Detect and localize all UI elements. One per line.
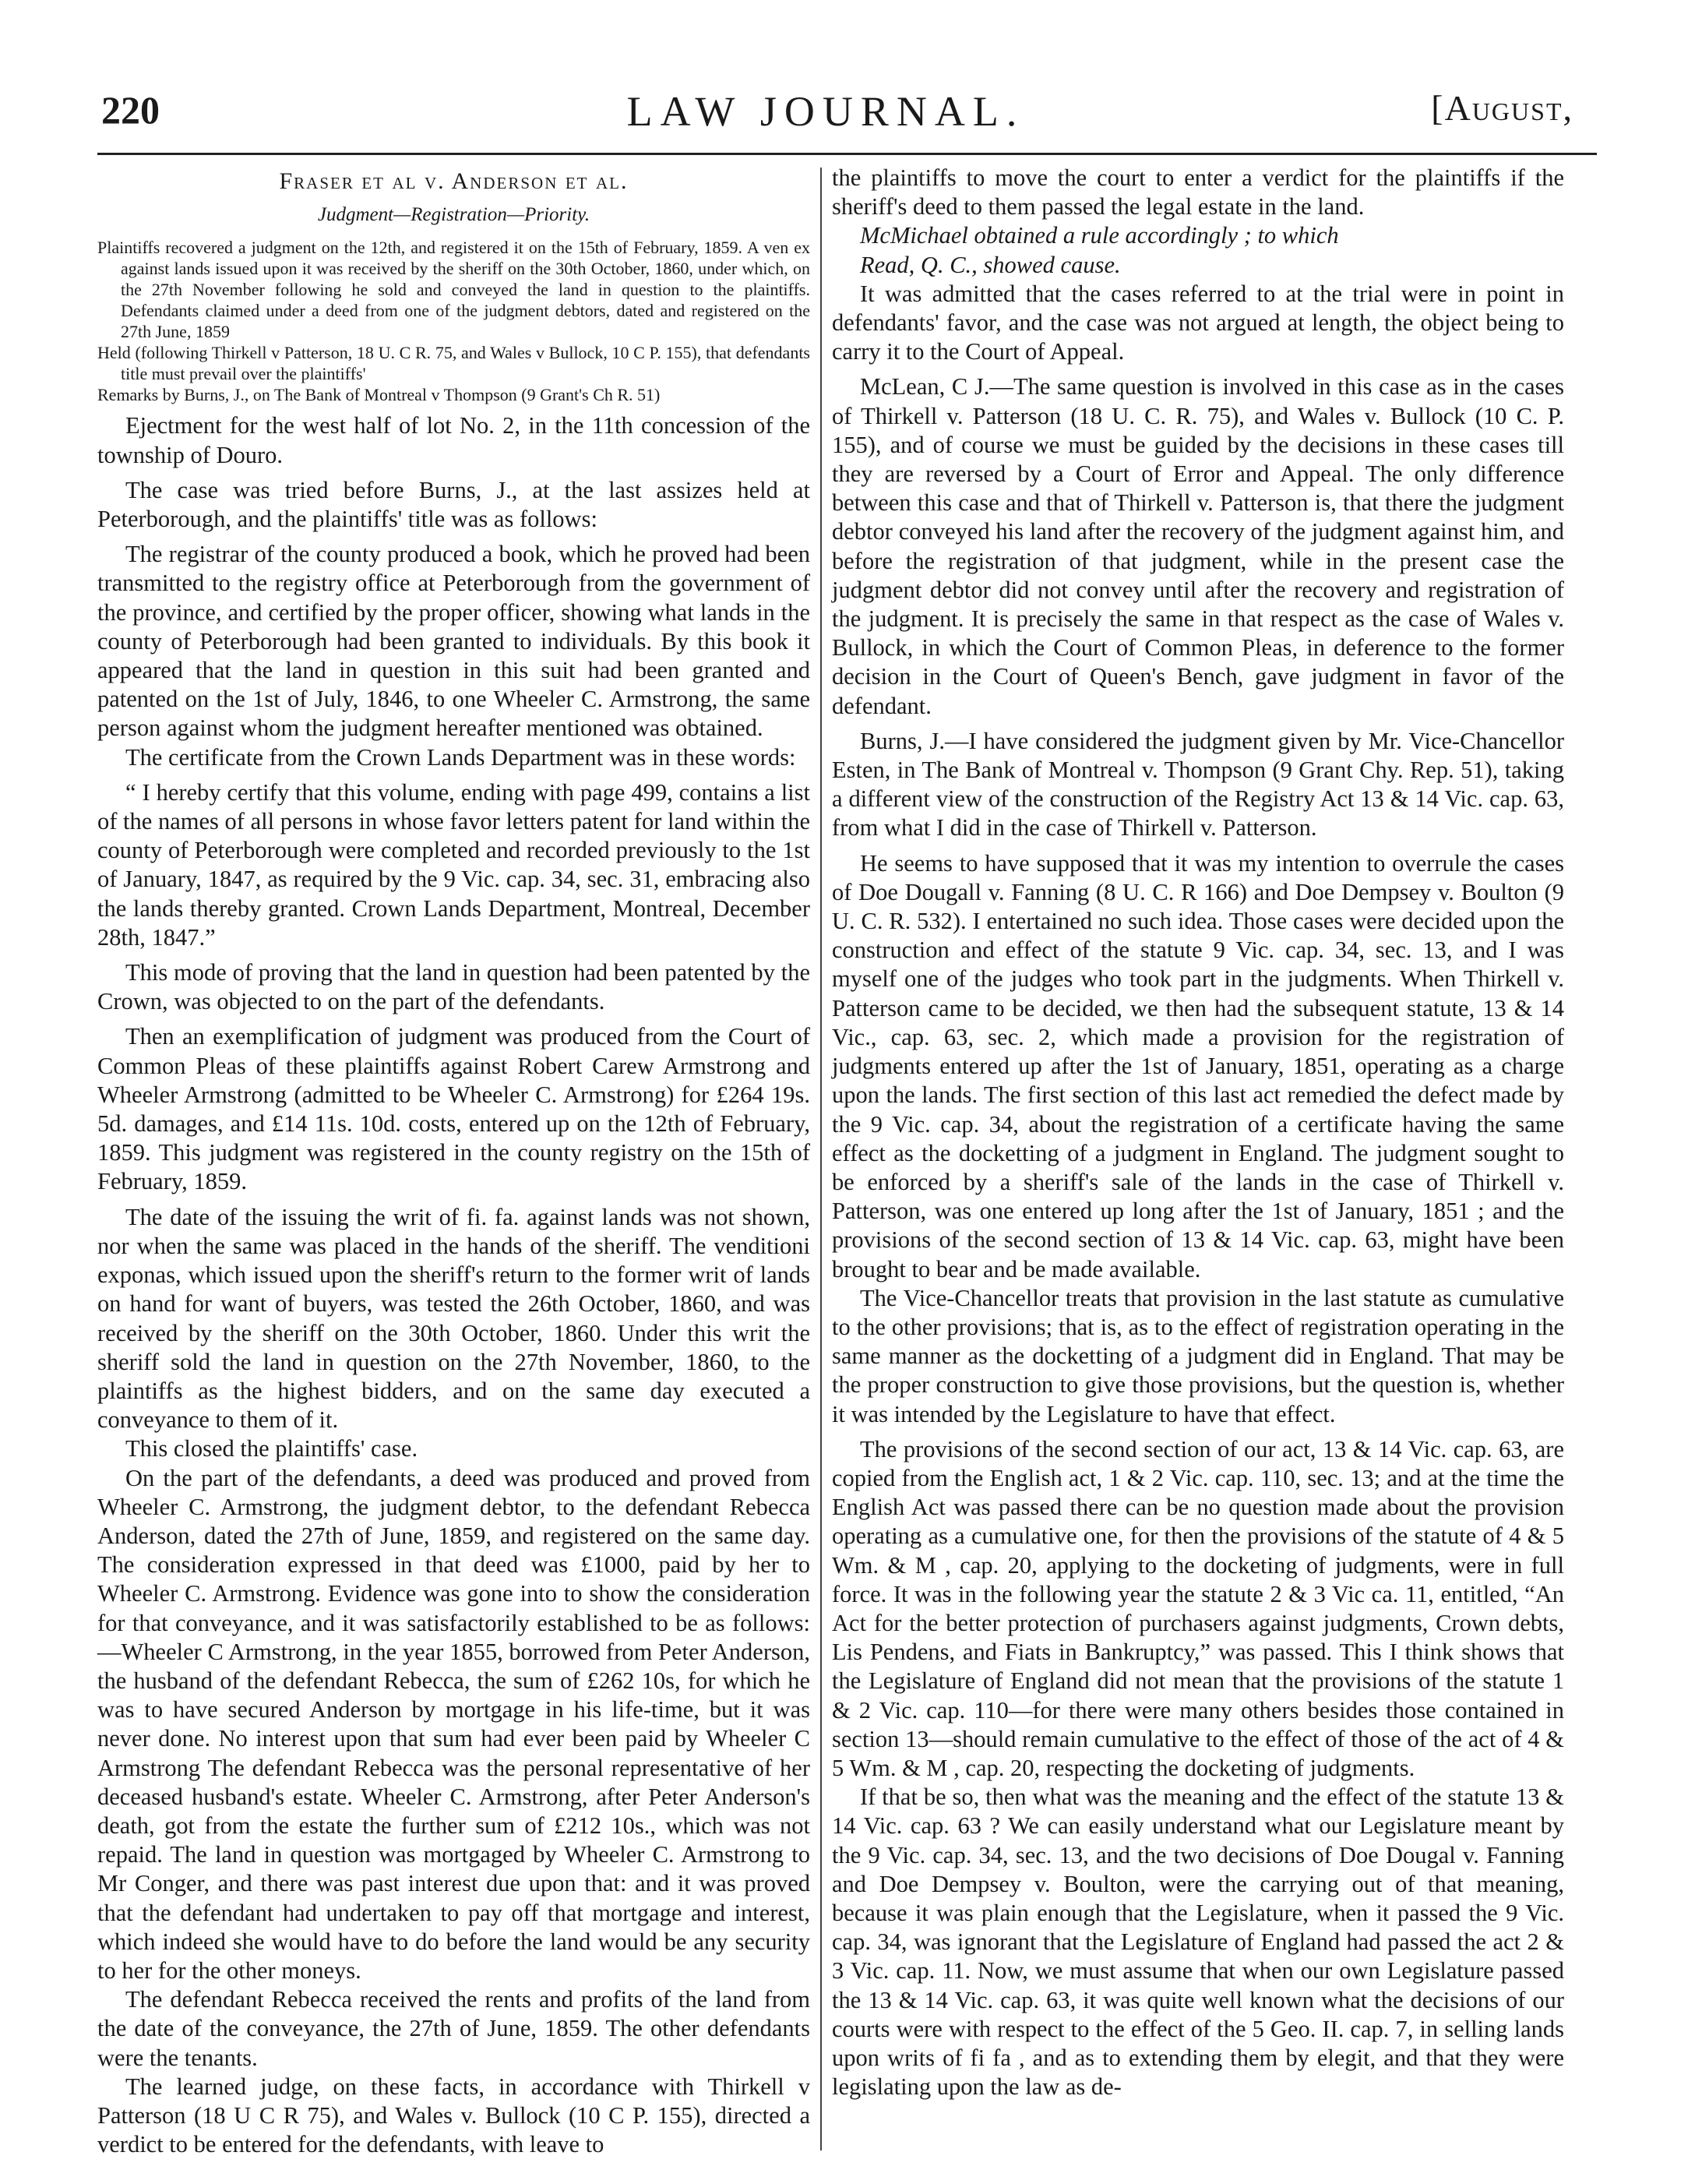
judgment-burns: Burns, J.—I have considered the judgment given by Mr. Vice-Chancellor Esten, in The Bank of Montreal v. Thompson (9 Grant Chy. Rep. 51), taking a different view of the construction of the Registry Act 13 & 14 Vic. cap. 63, from what I did in the case of Thirkell v. Patterson. (832, 727, 1564, 841)
paragraph: It was admitted that the cases referred to at the trial were in point in defendants' favor, and the case was not argued at length, the object being to carry it to the Court of Appeal. (832, 280, 1564, 365)
paragraph: He seems to have supposed that it was my intention to overrule the cases of Doe Dougall v. Fanning (8 U. C. R 166) and Doe Dempsey v. Boulton (9 U. C. R. 532). I entertained no such idea. Those cases were decided upon the construction and effect of the statute 9 Vic. cap. 34, sec. 13, and I was myself one of the judges who took part in the judgments. When Thirkell v. Patterson came to be decided, we then had the subsequent statute, 13 & 14 Vic., cap. 63, sec. 2, which made a provision for the registration of judgments entered up after the 1st of January, 1851, operating as a charge upon the lands. The first section of this last act remedied the defect made by the 9 Vic. cap. 34, about the registration of a certificate having the same effect as the docketting of a judgment in England. The judgment sought to be enforced by a sheriff's sale of the lands in the case of Thirkell v. Patterson, was one entered up long after the 1st of January, 1851 ; and the provisions of the second section of 13 & 14 Vic. cap. 63, might have been brought to bear and be made available. (832, 849, 1564, 1283)
judgment-mclean: McLean, C J.—The same question is involved in this case as in the cases of Thirkell v. Patterson (18 U. C. R. 75), and Wales v. Bullock (10 C. P. 155), and of course we must be guided by the decisions in these cases till they are reversed by a Court of Error and Appeal. The only difference between this case and that of Thirkell v. Patterson is, that there the judgment debtor conveyed his land after the recovery of the judgment against him, and before the registration of that judgment, while in the present case the judgment debtor did not convey until after the recovery and registration of the judgment. It is precisely the same in that respect as the case of Wales v. Bullock, in which the Court of Common Pleas, in deference to the former decision in the Court of Queen's Bench, gave judgment in favor of the defendant. (832, 373, 1564, 719)
case-subtitle: Judgment—Registration—Priority. (317, 204, 590, 226)
column-divider (820, 168, 822, 2150)
quoted-certificate: “ I hereby certify that this volume, ending with page 499, contains a list of the names of all persons in whose favor letters patent for land within the county of Peterborough were completed and recorded previously to the 1st of January, 1847, as required by the 9 Vic. cap. 34, sec. 31, embracing also the lands thereby granted. Crown Lands Department, Montreal, December 28th, 1847.” (97, 778, 810, 951)
headnote-facts: Plaintiffs recovered a judgment on the 12th, and registered it on the 15th of February, 1859. A ven ex against lands issued upon it was received by the sheriff on the 30th October, 1860, under which, on the 27th November following he sold and conveyed the land in question to the plaintiffs. Defendants claimed under a deed from one of the judgment debtors, dated and registered on the 27th June, 1859 (97, 238, 810, 342)
paragraph: This closed the plaintiffs' case. (125, 1435, 418, 1462)
paragraph: On the part of the defendants, a deed was produced and proved from Wheeler C. Armstrong, the judgment debtor, to the defendant Rebecca Anderson, dated the 27th of June, 1859, and registered on the same day. The consideration expressed in that deed was £1000, paid by her to Wheeler C. Armstrong. Evidence was gone into to show the consideration for that conveyance, and it was satisfactorily established to be as follows:—Wheeler C Armstrong, in the year 1855, borrowed from Peter Anderson, the husband of the defendant Rebecca, the sum of £262 10s, for which he was to have secured Anderson by mortgage in his life-time, but it was never done. No interest upon that sum had ever been paid by Wheeler C Armstrong The defendant Rebecca was the personal representative of her deceased husband's estate. Wheeler C. Armstrong, after Peter Anderson's death, got from the estate the further sum of £212 10s., which was not repaid. The land in question was mortgaged by Wheeler C. Armstrong to Mr Conger, and there was past interest due upon that: and it was proved that the defendant had undertaken to pay off that mortgage and interest, which indeed she would have to do before the land would be any security to her for the other moneys. (97, 1464, 810, 1984)
headnote-remarks: Remarks by Burns, J., on The Bank of Montreal v Thompson (9 Grant's Ch R. 51) (97, 385, 661, 405)
page-header (78, 87, 1573, 150)
paragraph: The learned judge, on these facts, in accordance with Thirkell v Patterson (18 U C R 75), and Wales v. Bullock (10 C P. 155), directed a verdict to be entered for the defendants, with leave to (97, 2073, 810, 2158)
paragraph: The Vice-Chancellor treats that provision in the last statute as cumulative to the other provisions; that is, as to the effect of registration operating in the same manner as the docketting of a judgment did in England. That may be the proper construction to give those provisions, but the question is, whether it was intended by the Legislature to have that effect. (832, 1284, 1564, 1427)
paragraph: This mode of proving that the land in question had been patented by the Crown, was objected to on the part of the defendants. (97, 959, 810, 1015)
paragraph: If that be so, then what was the meaning and the effect of the statute 13 & 14 Vic. cap. 63 ? We can easily understand what our Legislature meant by the 9 Vic. cap. 34, sec. 13, and the two decisions of Doe Dougal v. Fanning and Doe Dempsey v. Boulton, were the carrying out of that meaning, because it was plain enough that the Legislature, when it passed the 9 Vic. cap. 34, was ignorant that the Legislature of England had passed the act 2 & 3 Vic. cap. 11. Now, we must assume that when our own Legislature passed the 13 & 14 Vic. cap. 63, it was quite well known what the decisions of our courts were with respect to the effect of the 5 Geo. II. cap. 7, in selling lands upon writs of fi fa , and as to extending them by elegit, and that they were legislating upon the law as de- (832, 1784, 1564, 2101)
case-title: Fraser et al v. Anderson et al. (279, 168, 629, 194)
paragraph: The date of the issuing the writ of fi. fa. against lands was not shown, nor when the same was placed in the hands of the sheriff. The venditioni exponas, which issued upon the sheriff's return to the former writ of lands on hand for want of buyers, was tested the 26th October, 1860, and was received by the sheriff on the 30th October, 1860. Under this writ the sheriff sold the land in question on the 27th November, 1860, to the plaintiffs as the highest bidders, and on the same day executed a conveyance to them of it. (97, 1203, 810, 1434)
paragraph: The registrar of the county produced a book, which he proved had been transmitted to the registry office at Peterborough from the government of the province, and certified by the proper officer, showing what lands in the county of Peterborough had been granted to individuals. By this book it appeared that the land in question in this suit had been granted and patented on the 1st of July, 1846, to one Wheeler C. Armstrong, the same person against whom the judgment hereafter mentioned was obtained. (97, 541, 810, 742)
paragraph: Then an exemplification of judgment was produced from the Court of Common Pleas of these plaintiffs against Robert Carew Armstrong and Wheeler Armstrong (admitted to be Wheeler C. Armstrong) for £264 19s. 5d. damages, and £14 11s. 10d. costs, entered up on the 12th of February, 1859. This judgment was registered in the county registry on the 15th of February, 1859. (97, 1023, 810, 1195)
issue-month: [August, (1431, 88, 1573, 128)
paragraph: The certificate from the Crown Lands Department was in these words: (125, 743, 796, 771)
paragraph: The defendant Rebecca received the rents and profits of the land from the date of the conveyance, the 27th of June, 1859. The other defendants were the tenants. (97, 1986, 810, 2071)
headnote-held: Held (following Thirkell v Patterson, 18 U. C R. 75, and Wales v Bullock, 10 C P. 155), that defendants title must prevail over the plaintiffs' (97, 343, 810, 384)
header-rule (97, 153, 1597, 155)
headnote (97, 237, 810, 405)
paragraph: the plaintiffs to move the court to enter a verdict for the plaintiffs if the sheriff's deed to them passed the legal estate in the land. (832, 164, 1564, 221)
paragraph: The provisions of the second section of our act, 13 & 14 Vic. cap. 63, are copied from the English act, 1 & 2 Vic. cap. 110, sec. 13; and at the time the English Act was passed there can be no question made about the provision operating as a cumulative one, for then the provisions of the statute of 4 & 5 Wm. & M , cap. 20, applying to the docketing of judgments, were in full force. It was in the following year the statute 2 & 3 Vic ca. 11, entitled, “An Act for the better protection of purchasers against judgments, Crown debts, Lis Pendens, and Fiats in Bankruptcy,” was passed. This I think shows that the Legislature of England did not mean that the provisions of the statute 1 & 2 Vic. cap. 110—for there were many others besides those contained in section 13—should remain cumulative to the effect of those of the act of 4 & 5 Wm. & M , cap. 20, respecting the docketing of judgments. (832, 1435, 1564, 1781)
paragraph: The case was tried before Burns, J., at the last assizes held at Peterborough, and the plaintiffs' title was as follows: (97, 476, 810, 533)
paragraph: Read, Q. C., showed cause. (860, 251, 1121, 278)
right-column (832, 164, 1564, 2101)
paragraph: Ejectment for the west half of lot No. 2, in the 11th concession of the township of Douro. (97, 412, 810, 468)
left-column (97, 164, 810, 2159)
paragraph: McMichael obtained a rule accordingly ; to which (860, 222, 1339, 249)
journal-title: LAW JOURNAL. (626, 88, 1025, 135)
page-number: 220 (101, 88, 160, 132)
